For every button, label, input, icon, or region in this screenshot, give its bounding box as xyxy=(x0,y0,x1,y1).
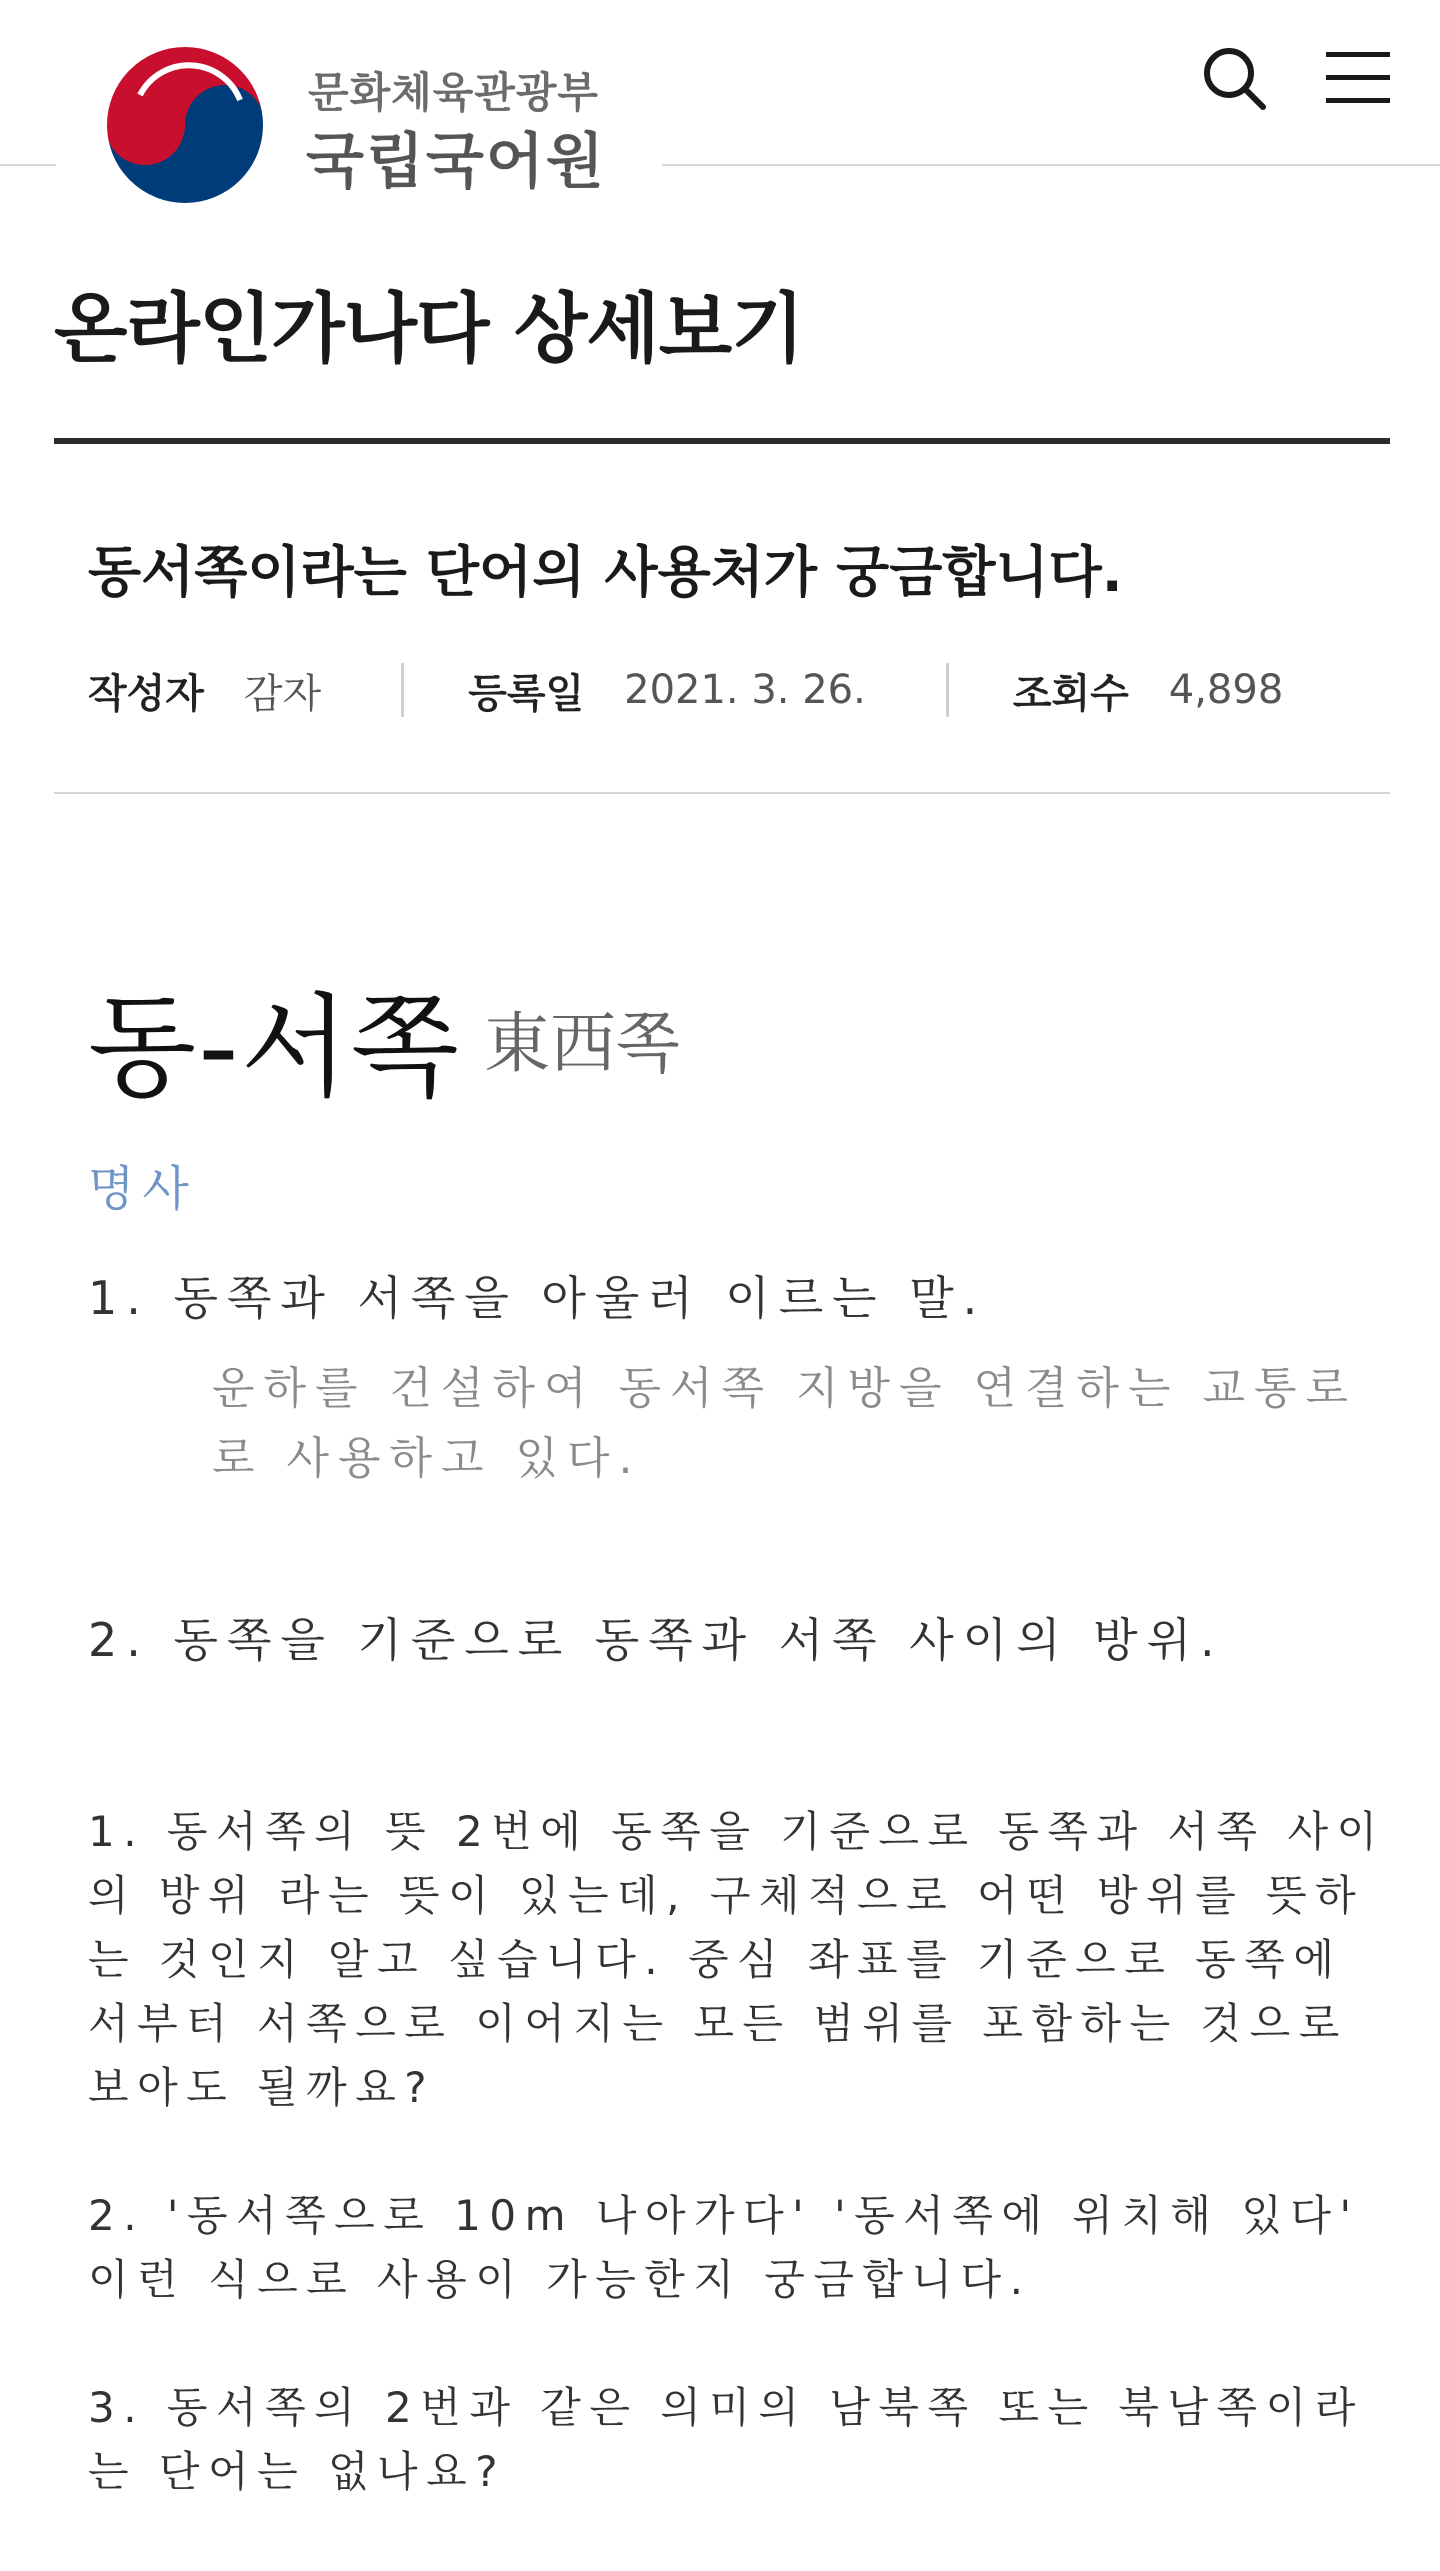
views-label: 조회수 xyxy=(1012,670,1129,717)
page-title: 온라인가나다 상세보기 xyxy=(54,284,804,373)
post-meta xyxy=(88,660,1283,720)
post-divider xyxy=(54,792,1390,794)
hamburger-menu-icon xyxy=(1326,50,1390,106)
site-logo[interactable] xyxy=(100,40,606,210)
author-label: 작성자 xyxy=(88,670,204,717)
question-paragraph-2: 2. '동서쪽으로 10m 나아가다' '동서쪽에 위치해 있다' 이런 식으로 사용이 가능한지 궁금합니다. xyxy=(88,2191,1360,2304)
part-of-speech: 명사 xyxy=(88,1161,197,1217)
title-divider xyxy=(54,438,1390,444)
taegeuk-emblem-icon xyxy=(100,40,270,210)
author-value: 감자 xyxy=(243,670,322,717)
usage-example: 운하를 건설하여 동서쪽 지방을 연결하는 교통로로 사용하고 있다. xyxy=(212,1363,1358,1484)
institute-name: 국립국어원 xyxy=(306,127,606,197)
meta-separator xyxy=(401,663,404,717)
sense-definition-2: 2. 동쪽을 기준으로 동쪽과 서쪽 사이의 방위. xyxy=(88,1613,1224,1667)
entry-headword: 동-서쪽 xyxy=(88,983,461,1113)
question-paragraph-3: 3. 동서쪽의 2번과 같은 의미의 남북쪽 또는 북남쪽이라는 단어는 없나요? xyxy=(88,2383,1364,2496)
header-divider-right xyxy=(662,164,1440,166)
sense-definition-1: 1. 동쪽과 서쪽을 아울러 이르는 말. xyxy=(88,1271,987,1325)
date-label: 등록일 xyxy=(468,670,585,717)
ministry-name: 문화체육관광부 xyxy=(308,68,600,117)
question-paragraph-1: 1. 동서쪽의 뜻 2번에 동쪽을 기준으로 동쪽과 서쪽 사이의 방위 라는 뜻이 있는데, 구체적으로 어떤 방위를 뜻하는 것인지 알고 싶습니다. 중심 좌표를 기준으로 동쪽에서부터 서쪽으로 이어지는 모든 범위를 포함하는 것으로 보아도 될까요? xyxy=(88,1807,1386,2112)
search-button[interactable] xyxy=(1194,38,1274,118)
views-value: 4,898 xyxy=(1168,667,1284,713)
post-title: 동서쪽이라는 단어의 사용처가 궁금합니다. xyxy=(88,540,1123,604)
menu-button[interactable] xyxy=(1318,38,1398,118)
entry-hanja: 東西쪽 xyxy=(484,1005,680,1082)
search-icon xyxy=(1201,45,1267,111)
header-divider-left xyxy=(0,164,56,166)
meta-separator xyxy=(946,663,949,717)
date-value: 2021. 3. 26. xyxy=(624,667,866,713)
